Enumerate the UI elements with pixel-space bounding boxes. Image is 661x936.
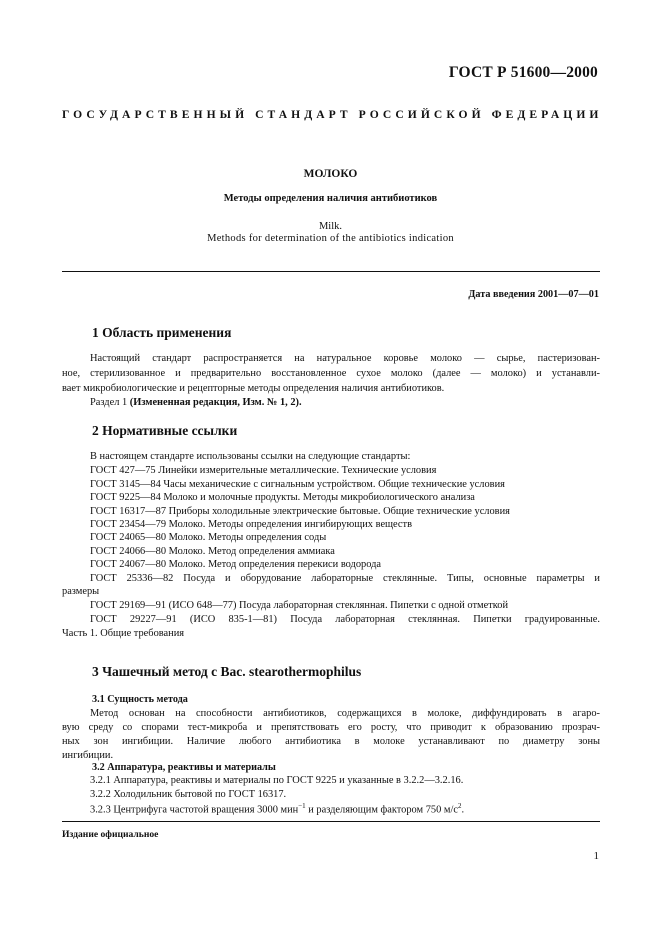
item-3-2-3-middle: и разделяющим фактором 750 м/с <box>305 804 458 816</box>
reference-item-9-line-2: размеры <box>62 586 100 597</box>
unit-superscript-two: 2 <box>457 802 462 810</box>
english-subtitle: Methods for determination of the antibiotics indication <box>207 233 454 244</box>
reference-item-9-line-1: ГОСТ 25336—82 Посуда и оборудование лабораторные стеклянные. Типы, основные параметры и <box>90 573 600 584</box>
section-3-1-line-3: ных зон ингибиции. Наличие любого антибиотика в молоке устанавливают по диаметру зоны <box>62 736 600 747</box>
footer-rule <box>62 821 600 822</box>
reference-item-11-line-1: ГОСТ 29227—91 (ИСО 835-1—81) Посуда лабораторная стеклянная. Пипетки градуированные. <box>90 614 600 625</box>
reference-item: ГОСТ 427—75 Линейки измерительные металлические. Технические условия <box>90 465 437 476</box>
state-standard-banner: ГОСУДАРСТВЕННЫЙ СТАНДАРТ РОССИЙСКОЙ ФЕДЕРАЦИИ <box>62 108 603 121</box>
section-1-note <box>90 397 302 408</box>
gost-number: ГОСТ Р 51600—2000 <box>448 64 598 81</box>
subsection-3-2-heading: 3.2 Аппаратура, реактивы и материалы <box>92 762 276 773</box>
document-title: МОЛОКО <box>303 168 358 180</box>
page-number: 1 <box>593 850 599 862</box>
unit-superscript-minus-one: −1 <box>298 802 306 810</box>
section-1-line-3: вает микробиологические и рецепторные методы определения наличия антибиотиков. <box>62 383 445 394</box>
section-1-line-2: ное, стерилизованное и предварительно восстановленное сухое молоко (далее — молоко) и устанавли- <box>62 368 600 379</box>
header-rule <box>62 271 600 272</box>
section-3-1-line-4: ингибиции. <box>62 750 114 761</box>
item-3-2-3 <box>90 802 464 815</box>
section-1-heading: 1 Область применения <box>92 325 232 340</box>
item-3-2-2: 3.2.2 Холодильник бытовой по ГОСТ 16317. <box>90 789 287 800</box>
section-2-intro: В настоящем стандарте использованы ссылки на следующие стандарты: <box>90 451 411 462</box>
reference-item: ГОСТ 3145—84 Часы механические с сигнальным устройством. Общие технические условия <box>90 479 505 490</box>
section-3-heading: 3 Чашечный метод с Вас. stearothermophilus <box>92 664 362 679</box>
reference-item: ГОСТ 9225—84 Молоко и молочные продукты. Методы микробиологического анализа <box>90 492 475 503</box>
item-3-2-3-end: . <box>461 804 465 816</box>
reference-item: ГОСТ 24067—80 Молоко. Метод определения перекиси водорода <box>90 559 382 570</box>
section-1-note-prefix: Раздел 1 <box>90 397 130 408</box>
reference-item: ГОСТ 24066—80 Молоко. Метод определения аммиака <box>90 546 335 557</box>
english-title: Milk. <box>318 221 343 232</box>
section-3-1-line-2: вую среду со спорами тест-микроба и препятствовать его росту, что приводит к образованию прозрач- <box>62 722 600 733</box>
section-3-1-line-1: Метод основан на способности антибиотиков, содержащихся в молоке, диффундировать в агаро- <box>90 708 600 719</box>
edition-label: Издание официальное <box>62 829 159 840</box>
reference-item: ГОСТ 23454—79 Молоко. Методы определения ингибирующих веществ <box>90 519 412 530</box>
reference-item-10: ГОСТ 29169—91 (ИСО 648—77) Посуда лабораторная стеклянная. Пипетки с одной отметкой <box>90 600 509 611</box>
document-subtitle: Методы определения наличия антибиотиков <box>223 193 438 204</box>
section-1-note-amendment: (Измененная редакция, Изм. № 1, 2). <box>129 397 302 408</box>
reference-item: ГОСТ 16317—87 Приборы холодильные электрические бытовые. Общие технические условия <box>90 506 510 517</box>
section-1-line-1: Настоящий стандарт распространяется на натуральное коровье молоко — сырье, пастеризован- <box>90 353 600 364</box>
section-2-heading: 2 Нормативные ссылки <box>92 423 238 438</box>
item-3-2-1: 3.2.1 Аппаратура, реактивы и материалы по ГОСТ 9225 и указанные в 3.2.2—3.2.16. <box>90 775 464 786</box>
reference-item: ГОСТ 24065—80 Молоко. Методы определения соды <box>90 532 327 543</box>
subsection-3-1-heading: 3.1 Сущность метода <box>92 694 188 705</box>
reference-item-11-line-2: Часть 1. Общие требования <box>62 628 185 639</box>
effective-date: Дата введения 2001—07—01 <box>468 289 599 300</box>
item-3-2-3-text: 3.2.3 Центрифуга частотой вращения 3000 мин <box>90 804 299 816</box>
